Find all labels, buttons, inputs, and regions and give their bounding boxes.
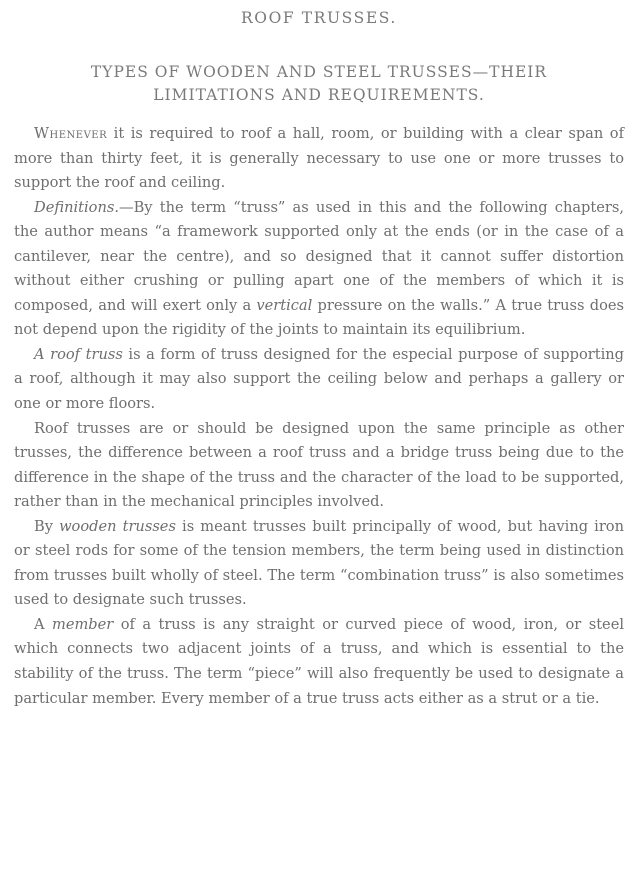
- paragraph-wooden-trusses-term: wooden trusses: [59, 517, 176, 535]
- paragraph-intro-lead: Whenever: [34, 125, 108, 142]
- chapter-title-line-1: TYPES OF WOODEN AND STEEL TRUSSES—THEIR: [90, 63, 548, 81]
- paragraph-roof-truss-term: A roof truss: [34, 345, 123, 363]
- running-head: ROOF TRUSSES.: [241, 9, 397, 27]
- paragraph-intro-text: it is required to roof a hall, room, or building with a clear span of more than thirty feet, it is generally necessary to use one or more trusses to support the roof and ceiling.: [14, 125, 624, 192]
- paragraph-definitions-text-a: —By the term “truss” as used in this and the following chapters, the author means “a framework supported only at the ends (or in the case of a cantilever, near the centre), and so designed that it cannot suffer distortion without either crushing or pulling apart one of the members of which it is composed, and will exert only a: [14, 198, 624, 314]
- paragraph-definitions-text-b: pressure on the walls.” A true truss does not depend upon the rigidity of the joints to maintain its equilibrium.: [14, 296, 624, 339]
- chapter-title-line-2: LIMITATIONS AND REQUIREMENTS.: [153, 86, 485, 104]
- paragraph-wooden-trusses-lead: By: [34, 517, 60, 535]
- paragraph-member-lead: A: [34, 615, 52, 633]
- chapter-title: [14, 61, 624, 107]
- paragraph-member-text: of a truss is any straight or curved piece of wood, iron, or steel which connects two adjacent joints of a truss, and which is essential to the stability of the truss. The term “piece” will also frequently be used to designate a particular member. Every member of a true truss acts either as a strut or a tie.: [14, 615, 624, 707]
- paragraph-wooden-trusses-text: is meant trusses built principally of wood, but having iron or steel rods for some of the tension members, the term being used in distinction from trusses built wholly of steel. The term “combination truss” is also sometimes used to designate such trusses.: [14, 517, 624, 609]
- paragraph-member: [14, 613, 624, 711]
- body-text: [14, 122, 624, 711]
- paragraph-definitions-term: Definitions.: [34, 198, 119, 216]
- paragraph-roof-truss-text: is a form of truss designed for the especial purpose of supporting a roof, although it may also support the ceiling below and perhaps a gallery or one or more floors.: [14, 345, 624, 413]
- book-page: [14, 0, 624, 895]
- paragraph-intro: [14, 122, 624, 196]
- paragraph-roof-truss: [14, 343, 624, 417]
- paragraph-member-term: member: [51, 615, 114, 633]
- paragraph-definitions: [14, 196, 624, 343]
- paragraph-design-principle: [14, 417, 624, 515]
- paragraph-wooden-trusses: [14, 515, 624, 613]
- paragraph-definitions-emphasis: vertical: [256, 296, 313, 314]
- paragraph-design-principle-text: Roof trusses are or should be designed upon the same principle as other trusses, the difference between a roof truss and a bridge truss being due to the difference in the shape of the truss and the character of the load to be supported, rather than in the mechanical principles involved.: [14, 419, 624, 511]
